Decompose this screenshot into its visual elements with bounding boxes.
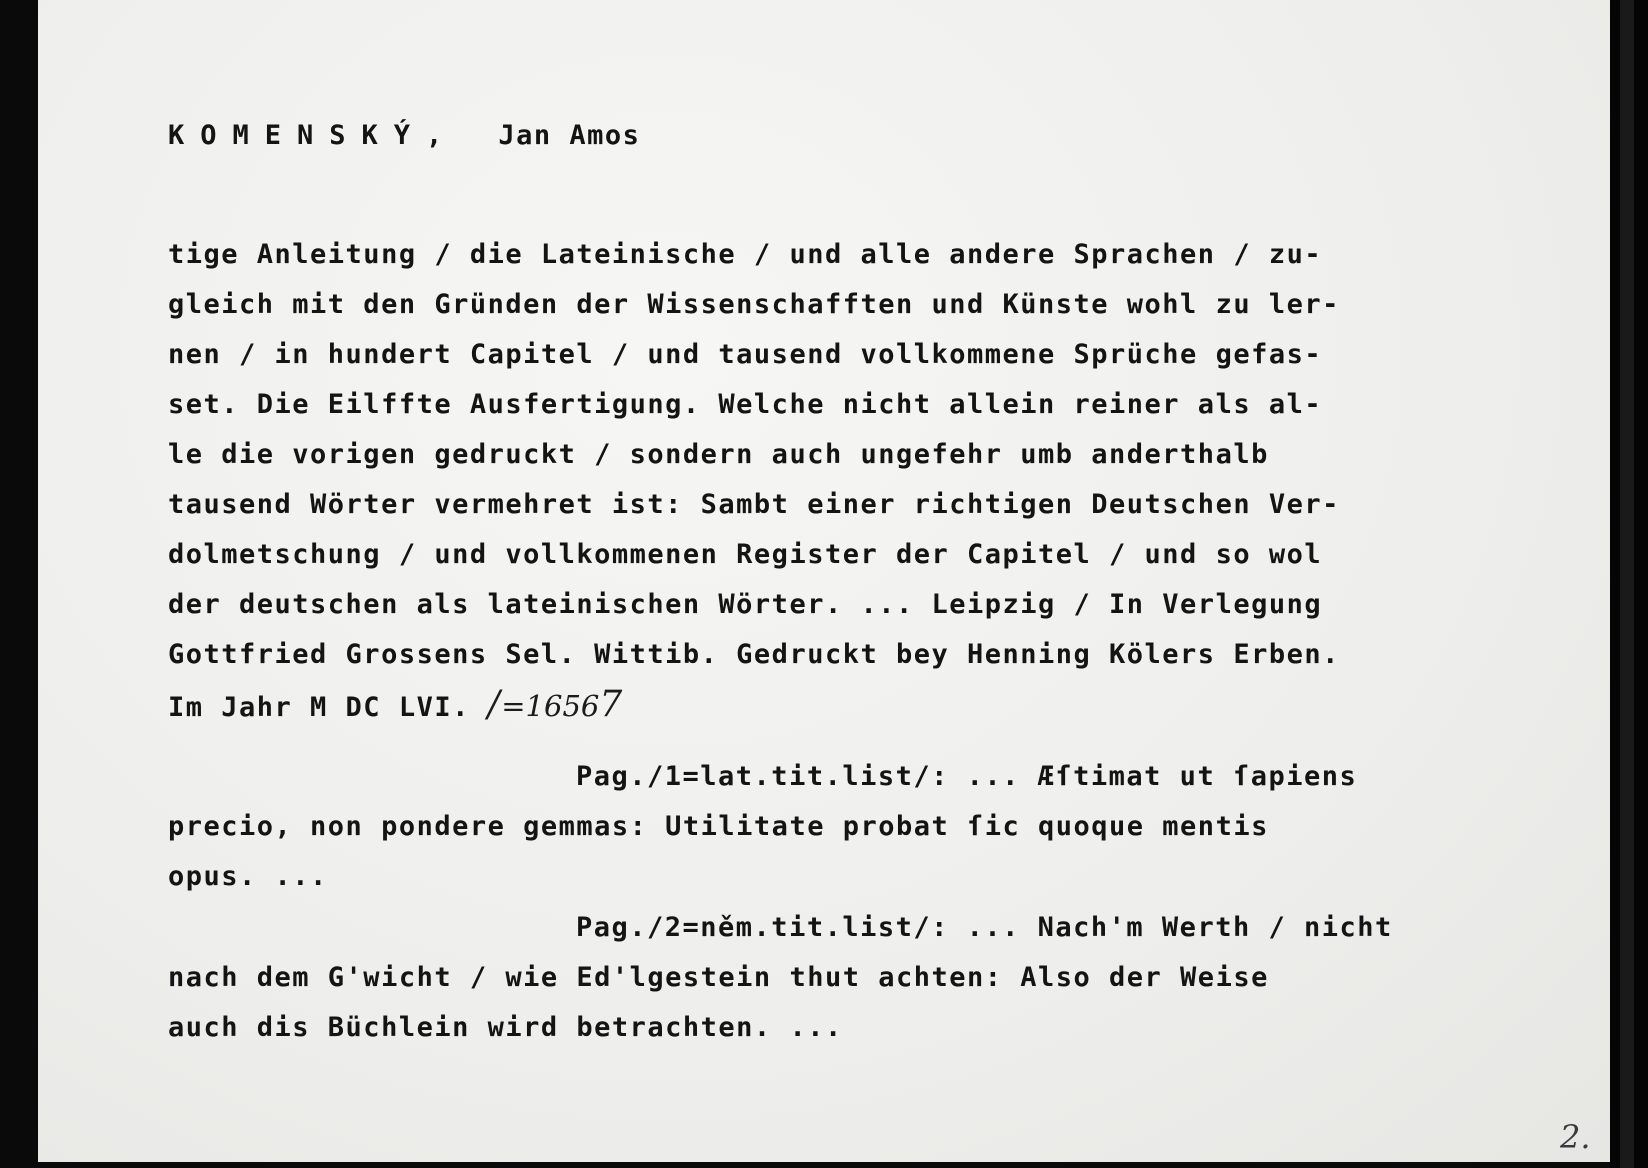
quote-line: Pag./1=lat.tit.list/: ... Æſtimat ut ſapiens: [576, 761, 1358, 792]
scan-edge-inner: [1620, 0, 1634, 1168]
catalog-card: [38, 0, 1610, 1162]
title-line: tige Anleitung / die Lateinische / und alle andere Sprachen / zu-: [168, 239, 1323, 270]
folio-number: 2.: [1560, 1118, 1591, 1156]
title-line: nen / in hundert Capitel / und tausend vollkommene Sprüche gefas-: [168, 339, 1323, 370]
title-line: der deutschen als lateinischen Wörter. ... Leipzig / In Verlegung: [168, 589, 1323, 620]
quote-line: auch dis Büchlein wird betrachten. ...: [168, 1012, 843, 1043]
quote-line: Pag./2=něm.tit.list/: ... Nach'm Werth / nicht: [576, 912, 1393, 943]
close-bracket-mark: 7: [599, 684, 624, 725]
title-line: gleich mit den Gründen der Wissenschafften und Künste wohl zu ler-: [168, 289, 1340, 320]
imprint-line: [168, 680, 1340, 733]
latin-title-quote: [168, 752, 1357, 902]
title-line: set. Die Eilffte Ausfertigung. Welche nicht allein reiner als al-: [168, 389, 1323, 420]
title-line: Gottfried Grossens Sel. Wittib. Gedruckt bey Henning Kölers Erben.: [168, 639, 1340, 670]
quote-line: precio, non pondere gemmas: Utilitate probat ſic quoque mentis: [168, 811, 1269, 842]
open-bracket-mark: /: [487, 684, 502, 725]
title-line: dolmetschung / und vollkommenen Register der Capitel / und so wol: [168, 539, 1323, 570]
quote-line: nach dem G'wicht / wie Ed'lgestein thut achten: Also der Weise: [168, 962, 1269, 993]
title-continuation: [168, 230, 1340, 733]
date-note: =1656: [501, 689, 600, 723]
scan-edge: [1610, 0, 1648, 1168]
title-line: tausend Wörter vermehret ist: Sambt einer richtigen Deutschen Ver-: [168, 489, 1340, 520]
author-heading: [168, 116, 640, 156]
author-given-names: Jan Amos: [498, 120, 641, 151]
author-surname: KOMENSKÝ,: [168, 120, 459, 151]
imprint-year: Im Jahr M DC LVI.: [168, 692, 470, 723]
german-title-quote: [168, 903, 1393, 1053]
title-line: le die vorigen gedruckt / sondern auch ungefehr umb anderthalb: [168, 439, 1269, 470]
quote-line: opus. ...: [168, 861, 328, 892]
